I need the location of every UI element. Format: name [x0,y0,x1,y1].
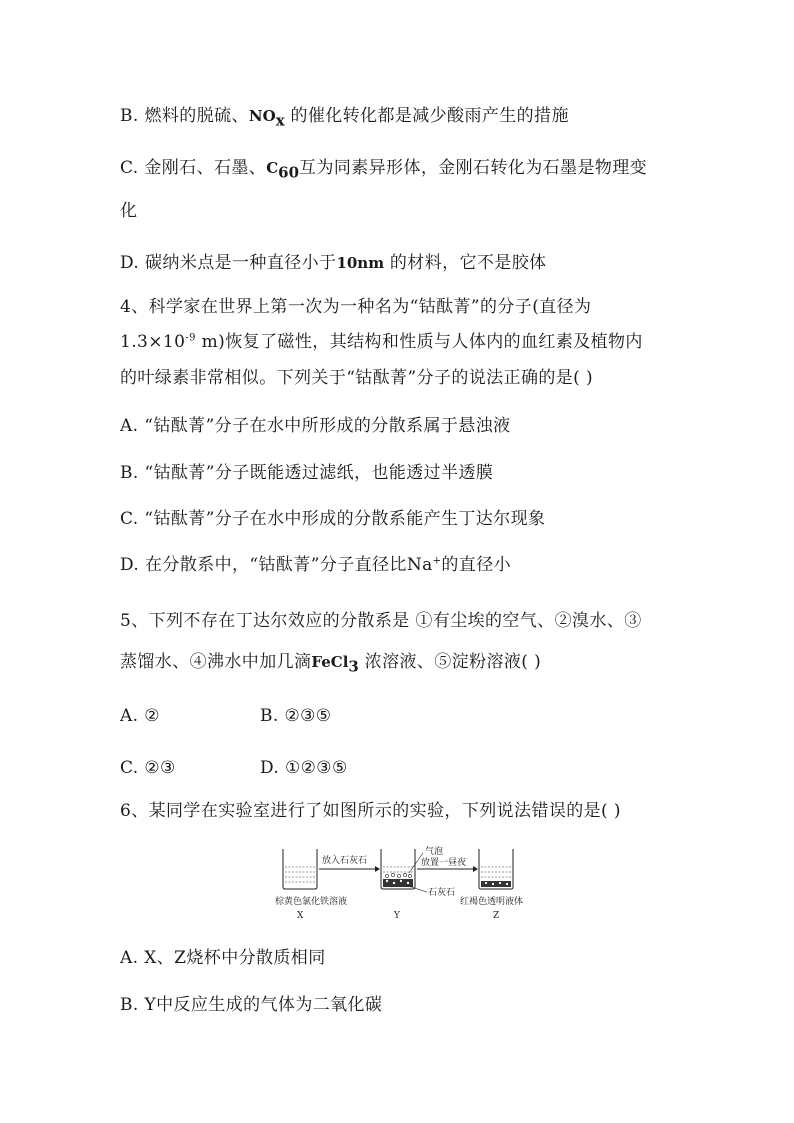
q3-option-c [120,156,647,180]
label-x: X [297,911,304,921]
q3-option-d [120,251,547,275]
q4-option-c: C. “钴酞菁”分子在水中形成的分散系能产生丁达尔现象 [120,509,546,529]
q3b-pre: B. 燃料的脱硫、 [120,106,249,126]
label-y: Y [394,911,400,921]
q3-option-c-cont: 化 [120,201,138,221]
q3d-post: 的材料，它不是胶体 [384,253,547,273]
q3b-post: 的催化转化都是减少酸雨产生的措施 [284,106,569,126]
beaker-x [283,849,317,889]
q5-stem2-sub: 3 [348,657,359,676]
q3d-pre: D. 碳纳米点是一种直径小于 [120,253,337,273]
stone-label: 石灰石 [428,888,456,898]
beaker-z [479,849,513,889]
q4-stem-line3: 的叶绿素非常相似。下列关于“钴酞菁”分子的说法正确的是( ) [120,368,594,388]
q5-option-d: D. ①②③⑤ [260,758,348,778]
q5-option-a: A. ② [120,706,160,726]
bubble-label: 气泡 [425,847,444,857]
q6-option-b: B. Y中反应生成的气体为二氧化碳 [120,995,383,1015]
q5-option-c: C. ②③ [120,758,176,778]
q4-option-a: A. “钴酞菁”分子在水中所形成的分散系属于悬浊液 [120,416,511,436]
q4-stem-line1: 4、科学家在世界上第一次为一种名为“钴酞菁”的分子(直径为 [120,297,592,317]
q3b-sub: x [275,111,285,130]
q3d-chem: 10nm [336,254,385,272]
q3-option-b [120,104,569,128]
q5-stem2-pre: 蒸馏水、④沸水中加几滴 [120,652,312,672]
beaker-y [381,849,415,889]
q4-stem2sup: -9 [185,332,196,344]
q4-stem2b: m)恢复了磁性，其结构和性质与人体内的血红素及植物内 [195,332,643,352]
arrow-2-head [473,866,478,872]
q5-stem-line1: 5、下列不存在丁达尔效应的分散系是 ①有尘埃的空气、②溴水、③ [120,611,642,631]
q3b-chem: NO [248,107,276,125]
q5-stem-line2 [120,650,541,674]
label-z: Z [493,911,500,921]
arrow1-label: 放入石灰石 [322,856,368,866]
q6-option-a: A. X、Z烧杯中分散质相同 [120,948,326,968]
q3c-chem: C [266,159,279,177]
q4-stem-line2 [120,330,643,354]
q4-option-d [120,553,511,577]
arrow-1-head [375,866,380,872]
q4d-sup: + [432,555,442,567]
label-z-liquid: 红褐色透明液体 [460,897,524,907]
q5-stem2-chem: FeCl [311,653,349,671]
q3c-sub: 60 [278,163,300,182]
q4d-post: 的直径小 [441,555,512,575]
q4-option-b: B. “钴酞菁”分子既能透过滤纸，也能透过半透膜 [120,463,494,483]
label-x-solution: 棕黄色氯化铁溶液 [275,897,348,907]
q6-stem: 6、某同学在实验室进行了如图所示的实验，下列说法错误的是( ) [120,801,621,821]
q3c-post: 互为同素异形体，金刚石转化为石墨是物理变 [299,158,648,178]
q5-stem2-post: 浓溶液、⑤淀粉溶液( ) [358,652,542,672]
q4d-pre: D. 在分散系中，“钴酞菁”分子直径比Na [120,555,433,575]
q5-option-b: B. ②③⑤ [260,706,332,726]
arrow2-label: 放置一昼夜 [421,858,467,868]
q3c-pre: C. 金刚石、石墨、 [120,158,267,178]
q4-stem2a: 1.3×10 [120,332,186,352]
experiment-diagram [275,843,535,925]
